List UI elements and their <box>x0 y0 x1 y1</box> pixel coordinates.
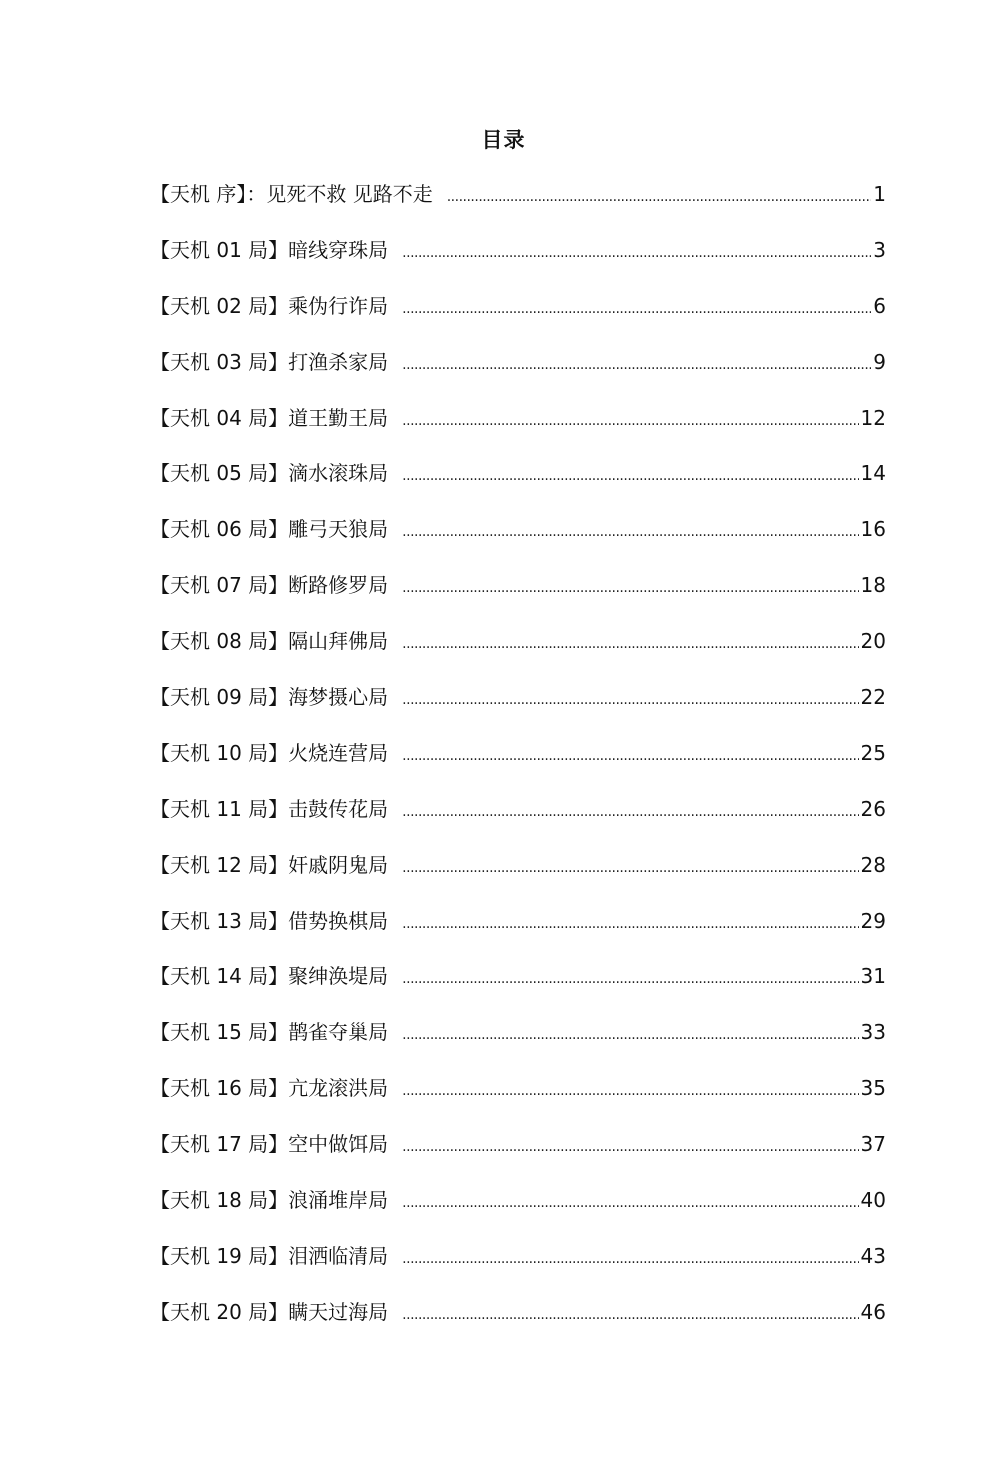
toc-entry-page: 33 <box>860 1020 886 1045</box>
toc-entry[interactable] <box>150 569 886 625</box>
toc-leader-dots <box>402 916 858 932</box>
toc-entry-page: 26 <box>860 796 886 821</box>
toc-entry[interactable] <box>150 625 886 681</box>
toc-entry[interactable] <box>150 793 886 849</box>
toc-entry-label: 【天机 20 局】瞒天过海局 <box>150 1299 389 1324</box>
toc-entry[interactable] <box>150 737 886 793</box>
toc-entry-label: 【天机 02 局】乘伪行诈局 <box>150 293 389 318</box>
toc-entry-label: 【天机 08 局】隔山拜佛局 <box>150 629 389 654</box>
toc-entry-page: 16 <box>860 517 886 542</box>
toc-entry-label: 【天机 01 局】暗线穿珠局 <box>150 237 389 262</box>
toc-entry[interactable] <box>150 1296 886 1352</box>
toc-leader-dots <box>402 413 858 429</box>
toc-entry-label: 【天机 14 局】聚绅涣堤局 <box>150 964 389 989</box>
toc-leader-dots <box>402 692 858 708</box>
toc-entry-page: 35 <box>860 1076 886 1101</box>
toc-entry-label: 【天机 序】：见死不救 见路不走 <box>150 182 433 206</box>
toc-leader-dots <box>402 1083 858 1099</box>
toc-entry-page: 37 <box>860 1132 886 1157</box>
toc-entry-page: 12 <box>860 405 886 430</box>
toc-entry[interactable] <box>150 402 886 458</box>
toc-entry-label: 【天机 09 局】海梦摄心局 <box>150 685 389 710</box>
toc-leader-dots <box>402 357 871 373</box>
toc-leader-dots <box>402 636 858 652</box>
toc-entry[interactable] <box>150 457 886 513</box>
toc-entry-label: 【天机 05 局】滴水滚珠局 <box>150 461 389 486</box>
toc-leader-dots <box>402 971 858 987</box>
toc-entry-page: 20 <box>860 629 886 654</box>
toc-entry-label: 【天机 16 局】亢龙滚洪局 <box>150 1076 389 1101</box>
toc-entry[interactable] <box>150 1016 886 1072</box>
toc-entry-label: 【天机 10 局】火烧连营局 <box>150 740 389 765</box>
toc-leader-dots <box>402 1307 858 1323</box>
toc-leader-dots <box>402 245 871 261</box>
toc-leader-dots <box>447 189 872 205</box>
toc-leader-dots <box>402 1251 858 1267</box>
toc-leader-dots <box>402 580 858 596</box>
toc-entry-page: 31 <box>860 964 886 989</box>
toc-entry-label: 【天机 19 局】泪洒临清局 <box>150 1243 389 1268</box>
toc-entry-page: 1 <box>873 182 886 206</box>
toc-leader-dots <box>402 804 858 820</box>
toc-title: 目录 <box>481 128 526 152</box>
toc-entry-page: 14 <box>860 461 886 486</box>
toc-entry[interactable] <box>150 849 886 905</box>
toc-entry-page: 3 <box>873 237 886 262</box>
toc-entry[interactable] <box>150 1184 886 1240</box>
toc-entry-label: 【天机 06 局】雕弓天狼局 <box>150 517 389 542</box>
toc-entry-label: 【天机 07 局】断路修罗局 <box>150 573 389 598</box>
toc-entry[interactable] <box>150 178 886 234</box>
toc-entry[interactable] <box>150 513 886 569</box>
toc-entry-page: 22 <box>860 685 886 710</box>
toc-entry[interactable] <box>150 346 886 402</box>
toc-entry-page: 43 <box>860 1243 886 1268</box>
toc-entry-page: 25 <box>860 740 886 765</box>
toc-leader-dots <box>402 1195 858 1211</box>
toc-entry-label: 【天机 18 局】浪涌堆岸局 <box>150 1188 389 1213</box>
toc-entry[interactable] <box>150 960 886 1016</box>
toc-entry-label: 【天机 15 局】鹊雀夺巢局 <box>150 1020 389 1045</box>
toc-leader-dots <box>402 524 858 540</box>
toc-leader-dots <box>402 860 858 876</box>
toc-entry-page: 18 <box>860 573 886 598</box>
toc-entry[interactable] <box>150 290 886 346</box>
toc-leader-dots <box>402 1027 858 1043</box>
toc-leader-dots <box>402 301 871 317</box>
toc-leader-dots <box>402 748 858 764</box>
toc-leader-dots <box>402 468 858 484</box>
toc-entry[interactable] <box>150 681 886 737</box>
toc-list <box>150 178 886 1352</box>
toc-entry-label: 【天机 17 局】空中做饵局 <box>150 1132 389 1157</box>
toc-leader-dots <box>402 1139 858 1155</box>
toc-entry-page: 40 <box>860 1188 886 1213</box>
toc-entry-label: 【天机 13 局】借势换棋局 <box>150 908 389 933</box>
toc-entry-label: 【天机 03 局】打渔杀家局 <box>150 349 389 374</box>
toc-entry-label: 【天机 11 局】击鼓传花局 <box>150 796 389 821</box>
toc-entry[interactable] <box>150 1072 886 1128</box>
toc-entry[interactable] <box>150 234 886 290</box>
toc-entry-page: 29 <box>860 908 886 933</box>
toc-entry-label: 【天机 12 局】奸戚阴鬼局 <box>150 852 389 877</box>
toc-entry-page: 28 <box>860 852 886 877</box>
toc-entry[interactable] <box>150 1128 886 1184</box>
toc-entry[interactable] <box>150 905 886 961</box>
toc-entry-page: 46 <box>860 1299 886 1324</box>
toc-entry-label: 【天机 04 局】道王勤王局 <box>150 405 389 430</box>
toc-entry-page: 9 <box>873 349 886 374</box>
toc-entry-page: 6 <box>873 293 886 318</box>
toc-entry[interactable] <box>150 1240 886 1296</box>
